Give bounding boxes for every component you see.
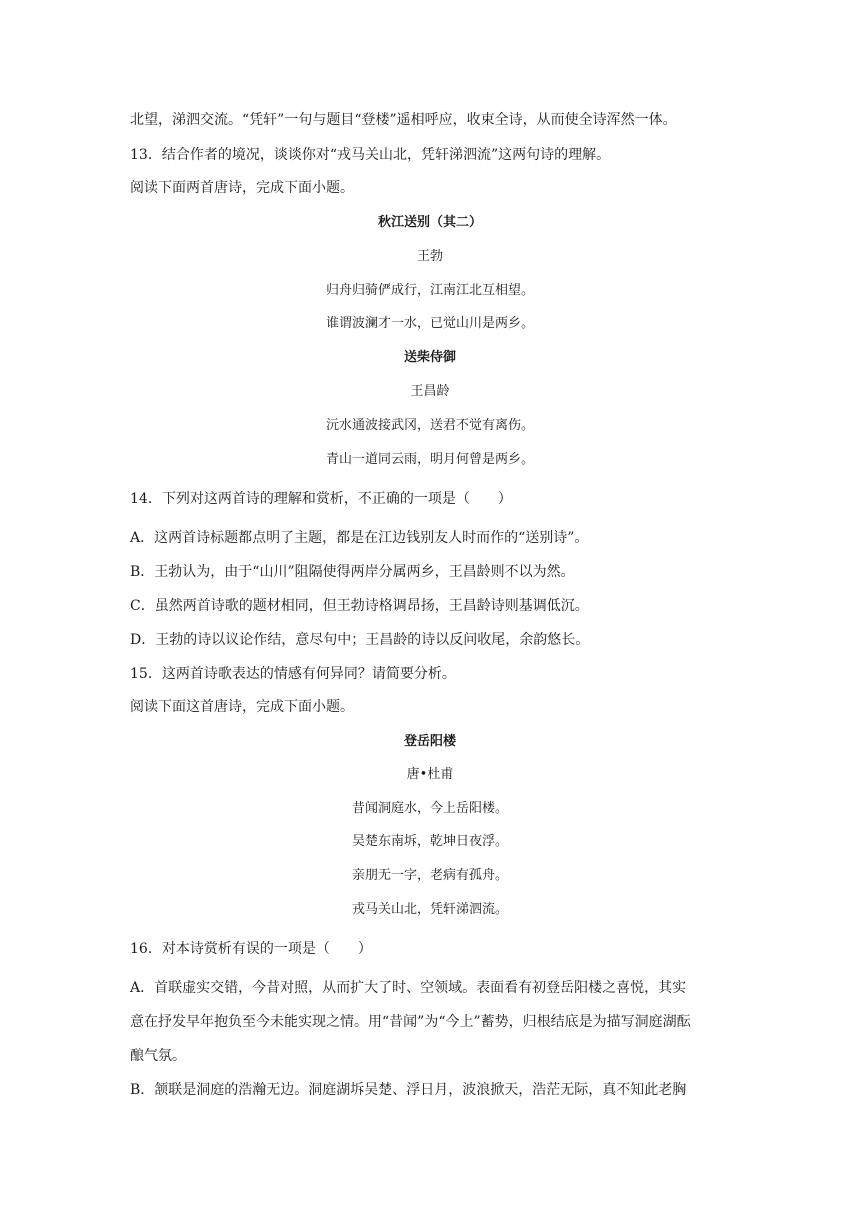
reading-prompt-1: 阅读下面两首唐诗，完成下面小题。: [130, 180, 354, 196]
question-16-stem: 16．对本诗赏析有误的一项是（ ）: [130, 941, 372, 957]
poem3-line-1: 昔闻洞庭水，今上岳阳楼。: [351, 801, 508, 816]
question-14-option-b: B．王勃认为，由于“山川”阻隔使得两岸分属两乡，王昌龄则不以为然。: [130, 564, 575, 580]
poem3-title: 登岳阳楼: [403, 734, 456, 749]
question-13: 13．结合作者的境况，谈谈你对“戎马关山北，凭轩涕泗流”这两句诗的理解。: [130, 147, 611, 163]
poem1-author: 王勃: [416, 249, 443, 264]
question-16-option-a-line-1: A．首联虚实交错，今昔对照，从而扩大了时、空领域。表面看有初登岳阳楼之喜悦，其实: [130, 980, 687, 996]
poem1-title: 秋江送别（其二）: [377, 215, 482, 230]
poem3-line-4: 戎马关山北，凭轩涕泗流。: [351, 902, 508, 917]
poem2-author: 王昌龄: [410, 384, 450, 399]
poem1-line-1: 归舟归骑俨成行，江南江北互相望。: [325, 283, 534, 298]
poem1-line-2: 谁谓波澜才一水，已觉山川是两乡。: [325, 316, 534, 331]
poem3-author: 唐•杜甫: [406, 767, 454, 782]
question-16-option-a-line-2: 意在抒发早年抱负至今未能实现之情。用“昔闻”为“今上”蓄势，归根结底是为描写洞庭湖酝: [130, 1014, 691, 1030]
question-14-option-a: A．这两首诗标题都点明了主题，都是在江边钱别友人时而作的“送别诗”。: [130, 530, 589, 546]
question-14-option-c: C．虽然两首诗歌的题材相同，但王勃诗格调昂扬，王昌龄诗则基调低沉。: [130, 598, 589, 614]
intro-line: 北望，涕泗交流。“凭轩”一句与题目“登楼”遥相呼应，收束全诗，从而使全诗浑然一体。: [130, 112, 677, 128]
question-14-stem: 14．下列对这两首诗的理解和赏析，不正确的一项是（ ）: [130, 491, 512, 507]
poem3-line-3: 亲朋无一字，老病有孤舟。: [351, 868, 508, 883]
poem2-line-1: 沅水通波接武冈，送君不觉有离伤。: [325, 418, 534, 433]
poem2-line-2: 青山一道同云雨，明月何曾是两乡。: [325, 452, 534, 467]
poem3-line-2: 吴楚东南坼，乾坤日夜浮。: [351, 834, 508, 849]
poem2-title: 送柴侍御: [403, 350, 456, 365]
question-15: 15．这两首诗歌表达的情感有何异同？请简要分析。: [130, 666, 456, 682]
question-16-option-a-line-3: 酿气氛。: [130, 1048, 186, 1064]
question-14-option-d: D．王勃的诗以议论作结，意尽句中；王昌龄的诗以反问收尾，余韵悠长。: [130, 632, 590, 648]
question-16-option-b: B．颔联是洞庭的浩瀚无边。洞庭湖坼吴楚、浮日月，波浪掀天，浩茫无际，真不知此老胸: [130, 1082, 687, 1098]
reading-prompt-2: 阅读下面这首唐诗，完成下面小题。: [130, 699, 354, 715]
